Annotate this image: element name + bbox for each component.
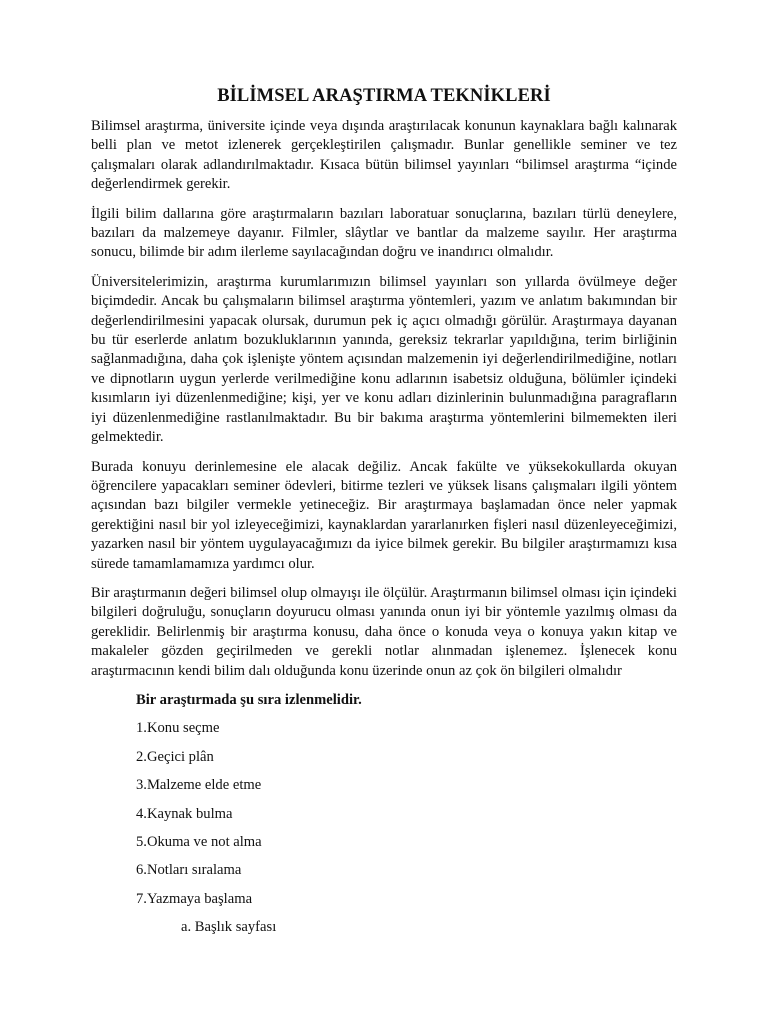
- list-heading: Bir araştırmada şu sıra izlenmelidir.: [136, 691, 362, 708]
- list-item: 5.Okuma ve not alma: [136, 834, 262, 850]
- document-title: BİLİMSEL ARAŞTIRMA TEKNİKLERİ: [217, 86, 551, 106]
- list-item: 6.Notları sıralama: [136, 862, 242, 879]
- sub-list-item: a. Başlık sayfası: [181, 919, 277, 936]
- list-item: 2.Geçici plân: [136, 748, 214, 765]
- steps-list: [91, 710, 677, 909]
- paragraph-3: Üniversitelerimizin, araştırma kurumlarımızın bilimsel yayınları son yıllarda övülmeye değer biçimdedir. Ancak bu çalışmaların bilimsel araştırma yöntemleri, yazım ve anlatım bakımından bir değerlendirilmesini yapacak olursak, durumun pek iç açıcı olmadığı görülür. Araştırmaya dayanan bu tür eserlerde anlatım bozukluklarının yanında, gereksiz tekrarlar yapıldığına, terim birliğinin sağlanmadığına, daha çok işlenişte yöntem açısından malzemenin iyi değerlendirilmediğine, notları ve dipnotların uygun yerlerde verilmediğine konu adlarının isabetsiz olduğuna, bölümler içindeki kısımların iyi düzenlenmediğine; kişi, yer ve konu adları dizinlerinin bulunmadığına paragrafların iyi düzenlenmediğine rastlanılmaktadır. Bu bir bakıma araştırma yöntemlerini bilmemekten ileri gelmektedir.: [91, 273, 677, 446]
- list-item: 7.Yazmaya başlama: [136, 890, 253, 907]
- list-item: 4.Kaynak bulma: [136, 805, 233, 822]
- list-item: 1.Konu seçme: [136, 720, 220, 737]
- paragraph-2: İlgili bilim dallarına göre araştırmaların bazıları laboratuar sonuçlarına, bazıları türlü deneylere, bazıları da malzemeye dayanır. Filmler, slâytlar ve bantlar da malzeme sayılır. Her araştırma sonucu, bilimde bir adım ilerleme sayılacağından doğru ve inandırıcı olmalıdır.: [91, 205, 677, 261]
- list-item: 3.Malzeme elde etme: [136, 777, 262, 794]
- paragraph-4: Burada konuyu derinlemesine ele alacak değiliz. Ancak fakülte ve yüksekokullarda okuyan öğrencilere yapacakları seminer ödevleri, bitirme tezleri ve yüksek lisans çalışmaları ilgili yöntem açısından bazı bilgiler vermekle yetineceğiz. Bir araştırmaya başlamadan önce neler yapmak gerektiğini nasıl bir yol izleyeceğimizi, kaynaklardan yararlanırken fişleri nasıl düzenleyeceğimizi, yazarken nasıl bir yöntem uygulayacağımızı da iyice bilmek gerekir. Bu bilgiler araştırmamızı kısa sürede tamamlamamıza yardımcı olur.: [91, 458, 677, 572]
- substeps-list: [91, 909, 677, 937]
- paragraph-1: Bilimsel araştırma, üniversite içinde veya dışında araştırılacak konunun kaynaklara bağlı kalınarak belli plan ve metot izlenerek gerçekleştirilen çalışmadır. Bunlar genellikle seminer ve tez çalışmaları olarak adlandırılmaktadır. Kısaca bütün bilimsel yayınları “bilimsel araştırma “içinde değerlendirmek gerekir.: [91, 118, 677, 193]
- paragraph-5: Bir araştırmanın değeri bilimsel olup olmayışı ile ölçülür. Araştırmanın bilimsel olması için içindeki bilgileri doğruluğu, sonuçların doyurucu olması yanında onun iyi bir yöntemle yazılmış olması da gereklidir. Belirlenmiş bir araştırma konusu, daha önce o konuda veya o konuya yakın kitap ve makaleler gözden geçirilmeden ve gerekli notlar alınmadan işlenemez. İşlenecek konu araştırmacının kendi bilim dalı olduğunda konu üzerinde onun az çok ön bilgileri olmalıdır: [91, 584, 677, 679]
